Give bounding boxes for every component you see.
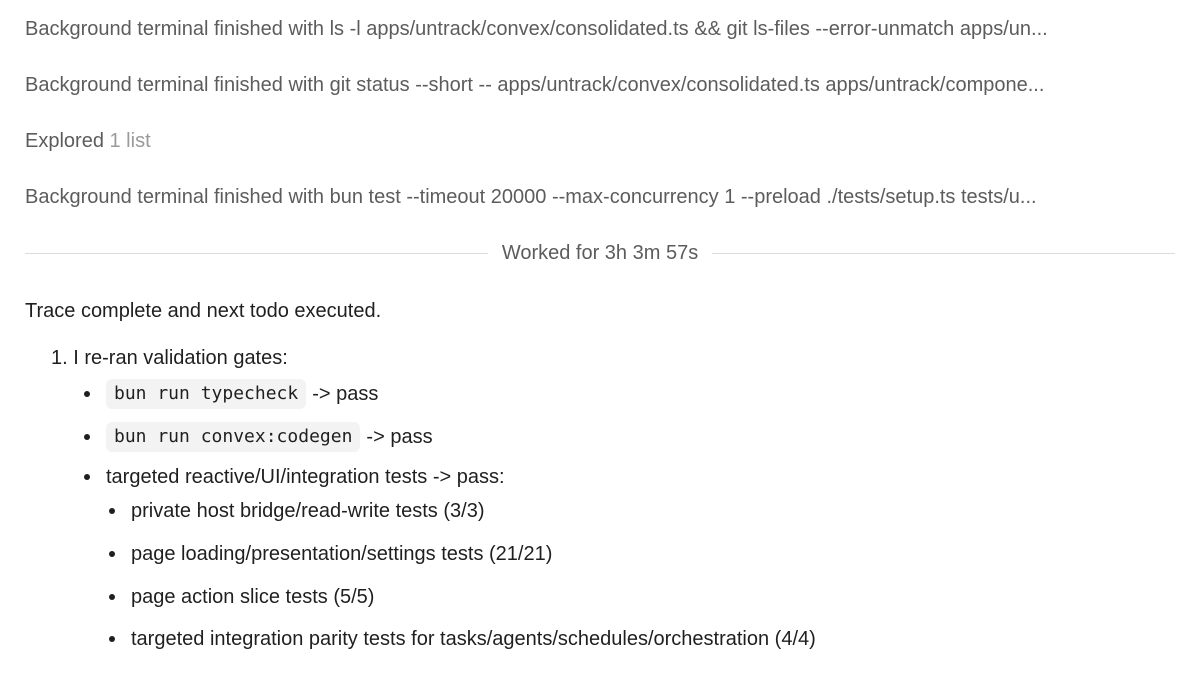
list-item: 1. I re-ran validation gates:	[51, 347, 288, 369]
list-item	[109, 584, 374, 610]
bullet-text: -> pass	[312, 383, 379, 405]
summary-text: Trace complete and next todo executed.	[25, 300, 382, 322]
worked-duration-label: Worked for 3h 3m 57s	[501, 241, 699, 264]
inline-code: bun run typecheck	[106, 379, 306, 409]
terminal-log-row[interactable]	[25, 184, 1175, 210]
inline-code: bun run convex:codegen	[106, 422, 360, 452]
list-item	[109, 498, 485, 524]
list-item	[109, 626, 816, 652]
sub-bullet-text: page action slice tests (5/5)	[131, 586, 375, 608]
terminal-log-text: Background terminal finished with ls -l apps/untrack/convex/consolidated.ts && git ls-files --error-unmatch apps/un...	[25, 18, 1048, 40]
sub-bullet-text: private host bridge/read-write tests (3/3)	[131, 500, 485, 522]
bullet-dot	[84, 474, 90, 480]
terminal-log-row[interactable]	[25, 72, 1175, 98]
divider-line-right	[712, 253, 1175, 254]
explored-label: Explored	[25, 130, 104, 152]
bullet-dot	[84, 391, 90, 397]
worked-duration-divider	[25, 240, 1175, 266]
divider-line-left	[25, 253, 488, 254]
list-item	[84, 422, 433, 452]
bullet-dot	[109, 508, 115, 514]
explored-log-row[interactable]	[25, 128, 1175, 154]
sub-bullet-text: targeted integration parity tests for tasks/agents/schedules/orchestration (4/4)	[131, 628, 816, 650]
explored-count: 1 list	[109, 130, 151, 152]
bullet-dot	[109, 551, 115, 557]
sub-bullet-text: page loading/presentation/settings tests (21/21)	[131, 543, 553, 565]
bullet-text: targeted reactive/UI/integration tests -> pass:	[106, 466, 505, 488]
bullet-text: -> pass	[366, 426, 433, 448]
list-item	[84, 379, 378, 409]
list-item	[109, 541, 552, 567]
bullet-dot	[109, 594, 115, 600]
bullet-dot	[84, 434, 90, 440]
list-item	[84, 464, 505, 490]
terminal-log-row[interactable]	[25, 16, 1175, 42]
terminal-log-text: Background terminal finished with bun test --timeout 20000 --max-concurrency 1 --preload ./tests/setup.ts tests/u...	[25, 186, 1037, 208]
bullet-dot	[109, 636, 115, 642]
terminal-log-text: Background terminal finished with git status --short -- apps/untrack/convex/consolidated.ts apps/untrack/compone...	[25, 74, 1045, 96]
